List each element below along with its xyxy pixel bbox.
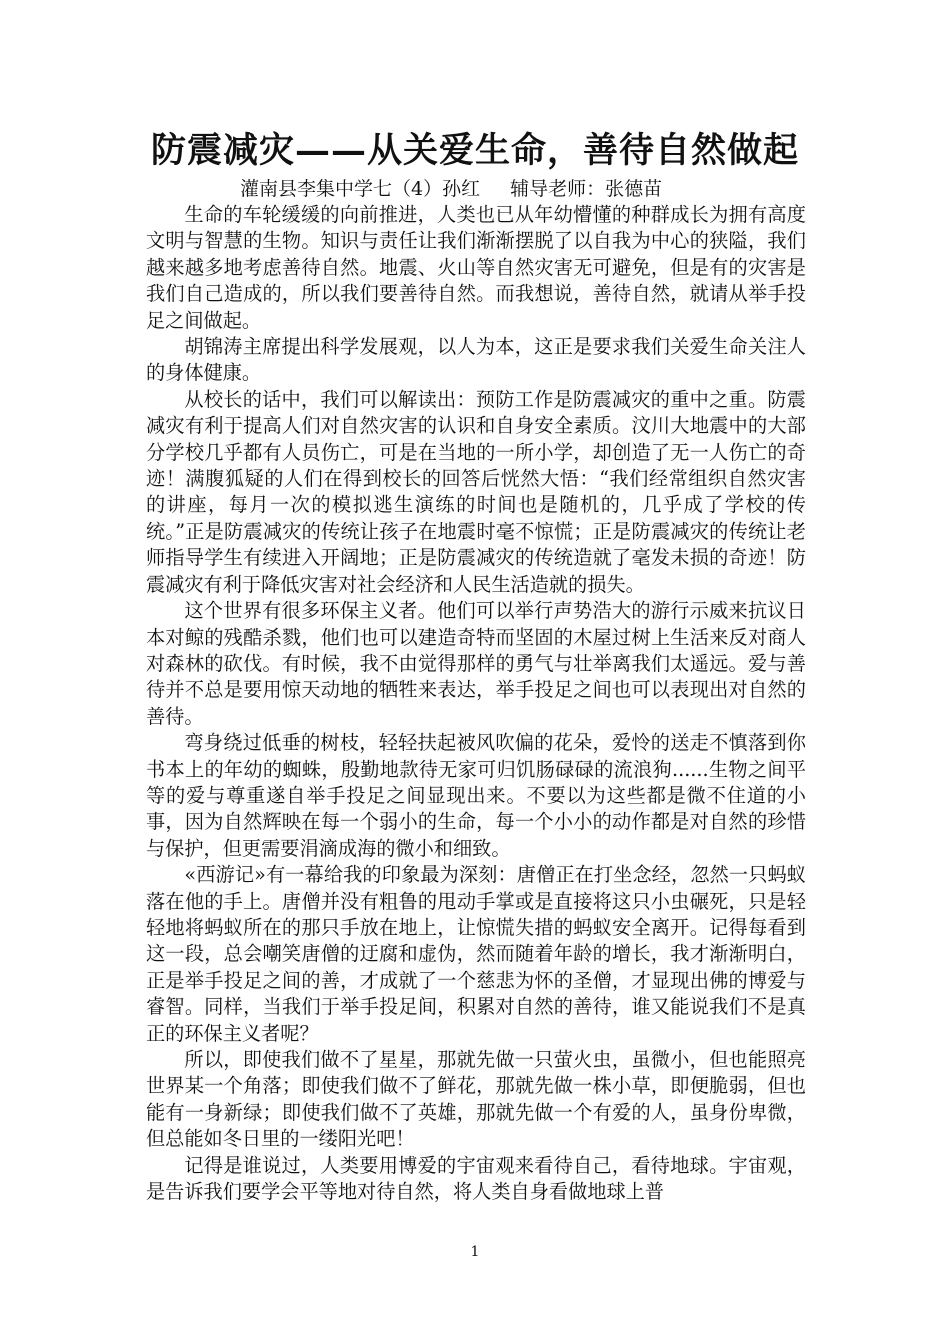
document-body bbox=[146, 202, 806, 1205]
page-number: 1 bbox=[470, 1244, 480, 1260]
paragraph: 生命的车轮缓缓的向前推进，人类也已从年幼懵懂的种群成长为拥有高度文明与智慧的生物。知识与责任让我们渐渐摆脱了以自我为中心的狭隘，我们越来越多地考虑善待自然。地震、火山等自然灾害无可避免，但是有的灾害是我们自己造成的，所以我们要善待自然。而我想说，善待自然，就请从举手投足之间做起。 bbox=[146, 203, 806, 332]
paragraph: 记得是谁说过，人类要用博爱的宇宙观来看待自己，看待地球。宇宙观，是告诉我们要学会平等地对待自然，将人类自身看做地球上普 bbox=[146, 1153, 806, 1204]
byline bbox=[240, 176, 800, 202]
document-title: 防震减灾——从关爱生命，善待自然做起 bbox=[150, 130, 799, 171]
byline-teacher: 辅导老师：张德苗 bbox=[510, 178, 663, 200]
paragraph: 从校长的话中，我们可以解读出：预防工作是防震减灾的重中之重。防震减灾有利于提高人们对自然灾害的认识和自身安全素质。汶川大地震中的大部分学校几乎都有人员伤亡，可是在当地的一所小学，却创造了无一人伤亡的奇迹！满腹狐疑的人们在得到校长的回答后恍然大悟：“我们经常组织自然灾害的讲座，每月一次的模拟逃生演练的时间也是随机的，几乎成了学校的传统。”正是防震减灾的传统让孩子在地震时毫不惊慌；正是防震减灾的传统让老师指导学生有续进入开阔地；正是防震减灾的传统造就了毫发未损的奇迹！防震减灾有利于降低灾害对社会经济和人民生活造就的损失。 bbox=[146, 387, 806, 596]
paragraph: 这个世界有很多环保主义者。他们可以举行声势浩大的游行示威来抗议日本对鲸的残酷杀戮，他们也可以建造奇特而坚固的木屋过树上生活来反对商人对森林的砍伐。有时候，我不由觉得那样的勇气与壮举离我们太遥远。爱与善待并不总是要用惊天动地的牺牲来表达，举手投足之间也可以表现出对自然的善待。 bbox=[146, 599, 806, 728]
byline-author: 灌南县李集中学七（4）孙红 bbox=[240, 178, 481, 200]
paragraph: 弯身绕过低垂的树枝，轻轻扶起被风吹偏的花朵，爱怜的送走不慎落到你书本上的年幼的蜘蛛，殷勤地款待无家可归饥肠碌碌的流浪狗......生物之间平等的爱与尊重遂自举手投足之间显现出来。不要以为这些都是微不住道的小事，因为自然辉映在每一个弱小的生命，每一个小小的动作都是对自然的珍惜与保护，但更需要涓滴成海的微小和细致。 bbox=[146, 731, 806, 860]
paragraph: 所以，即使我们做不了星星，那就先做一只萤火虫，虽微小，但也能照亮世界某一个角落；即使我们做不了鲜花，那就先做一株小草，即便脆弱，但也能有一身新绿；即使我们做不了英雄，那就先做一个有爱的人，虽身份卑微，但总能如冬日里的一缕阳光吧！ bbox=[146, 1048, 806, 1151]
paragraph: «西游记»有一幕给我的印象最为深刻：唐僧正在打坐念经，忽然一只蚂蚁落在他的手上。唐僧并没有粗鲁的甩动手掌或是直接将这只小虫碾死，只是轻轻地将蚂蚁所在的那只手放在地上，让惊慌失措的蚂蚁安全离开。记得每看到这一段，总会嘲笑唐僧的迂腐和虚伪，然而随着年龄的增长，我才渐渐明白，正是举手投足之间的善，才成就了一个慈悲为怀的圣僧，才显现出佛的博爱与睿智。同样，当我们于举手投足间，积累对自然的善待，谁又能说我们不是真正的环保主义者呢？ bbox=[146, 863, 806, 1045]
paragraph: 胡锦涛主席提出科学发展观，以人为本，这正是要求我们关爱生命关注人的身体健康。 bbox=[146, 335, 806, 385]
